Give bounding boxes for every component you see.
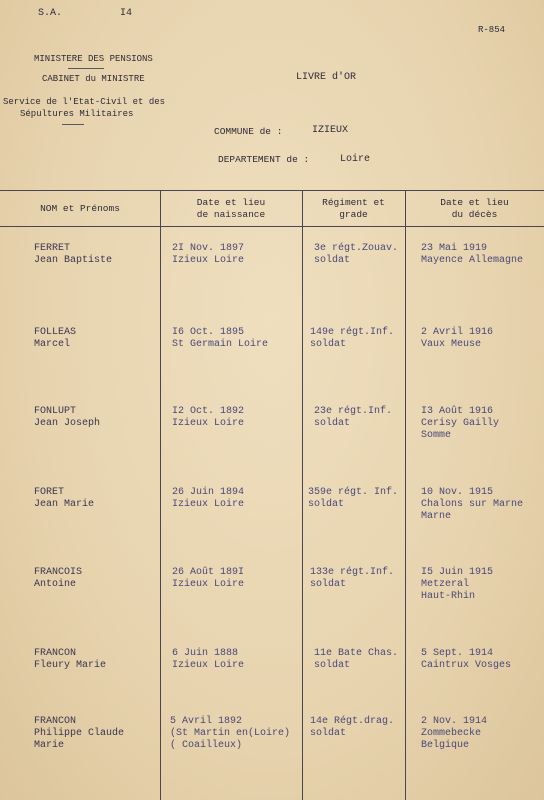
regiment-info: 11e Bate Chas. soldat (314, 648, 399, 671)
soldier-name: FRANCOIS Antoine (34, 567, 83, 590)
page-number: I4 (120, 8, 133, 19)
death-info: I3 Août 1916 Cerisy Gailly Somme (421, 406, 500, 441)
column-divider (160, 190, 161, 800)
birth-info: 2I Nov. 1897 Izieux Loire (172, 243, 245, 266)
reference-number: R-854 (478, 25, 506, 35)
column-header-regiment: Régiment et grade (322, 197, 385, 220)
commune-value: IZIEUX (312, 125, 349, 136)
death-info: 5 Sept. 1914 Caintrux Vosges (421, 648, 512, 671)
divider (62, 124, 84, 125)
livre-dor-title: LIVRE d'OR (296, 72, 357, 83)
service-line-2: Sépultures Militaires (20, 109, 134, 119)
column-header-death: Date et lieu du décès (440, 197, 509, 220)
column-divider (405, 190, 406, 800)
ministry-name: MINISTERE DES PENSIONS (34, 54, 153, 64)
department-value: Loire (340, 154, 371, 165)
regiment-info: 133e régt.Inf. soldat (310, 567, 395, 590)
commune-label: COMMUNE de : (214, 126, 283, 137)
sa-label: S.A. (38, 8, 63, 19)
death-info: 2 Avril 1916 Vaux Meuse (421, 327, 494, 350)
death-info: I5 Juin 1915 Metzeral Haut-Rhin (421, 567, 494, 602)
birth-info: I6 Oct. 1895 St Germain Loire (172, 327, 269, 350)
soldier-name: FONLUPT Jean Joseph (34, 406, 101, 429)
birth-info: 26 Août 189I Izieux Loire (172, 567, 245, 590)
cabinet-name: CABINET du MINISTRE (42, 74, 145, 84)
death-info: 10 Nov. 1915 Chalons sur Marne Marne (421, 487, 524, 522)
department-label: DEPARTEMENT de : (218, 154, 310, 165)
birth-info: 5 Avril 1892 (St Martin en(Loire) ( Coailleux) (170, 716, 291, 751)
service-line-1: Service de l'Etat-Civil et des (3, 97, 166, 107)
birth-info: 6 Juin 1888 Izieux Loire (172, 648, 245, 671)
soldier-name: FOLLEAS Marcel (34, 327, 77, 350)
regiment-info: 3e régt.Zouav. soldat (314, 243, 399, 266)
divider (68, 68, 104, 69)
regiment-info: 149e régt.Inf. soldat (310, 327, 395, 350)
column-header-birth: Date et lieu de naissance (196, 197, 266, 220)
birth-info: I2 Oct. 1892 Izieux Loire (172, 406, 245, 429)
birth-info: 26 Juin 1894 Izieux Loire (172, 487, 245, 510)
soldier-name: FRANCON Fleury Marie (34, 648, 107, 671)
column-divider (302, 190, 303, 800)
soldier-name: FORET Jean Marie (34, 487, 95, 510)
column-header-name: NOM et Prénoms (40, 203, 120, 214)
regiment-info: 359e régt. Inf. soldat (308, 487, 399, 510)
regiment-info: 23e régt.Inf. soldat (314, 406, 393, 429)
soldier-name: FRANCON Philippe Claude Marie (34, 716, 125, 751)
soldier-name: FERRET Jean Baptiste (34, 243, 113, 266)
death-info: 2 Nov. 1914 Zommebecke Belgique (421, 716, 488, 751)
death-info: 23 Mai 1919 Mayence Allemagne (421, 243, 524, 266)
table-top-rule (0, 190, 544, 191)
table-header-rule (0, 226, 544, 227)
regiment-info: 14e Régt.drag. soldat (310, 716, 395, 739)
